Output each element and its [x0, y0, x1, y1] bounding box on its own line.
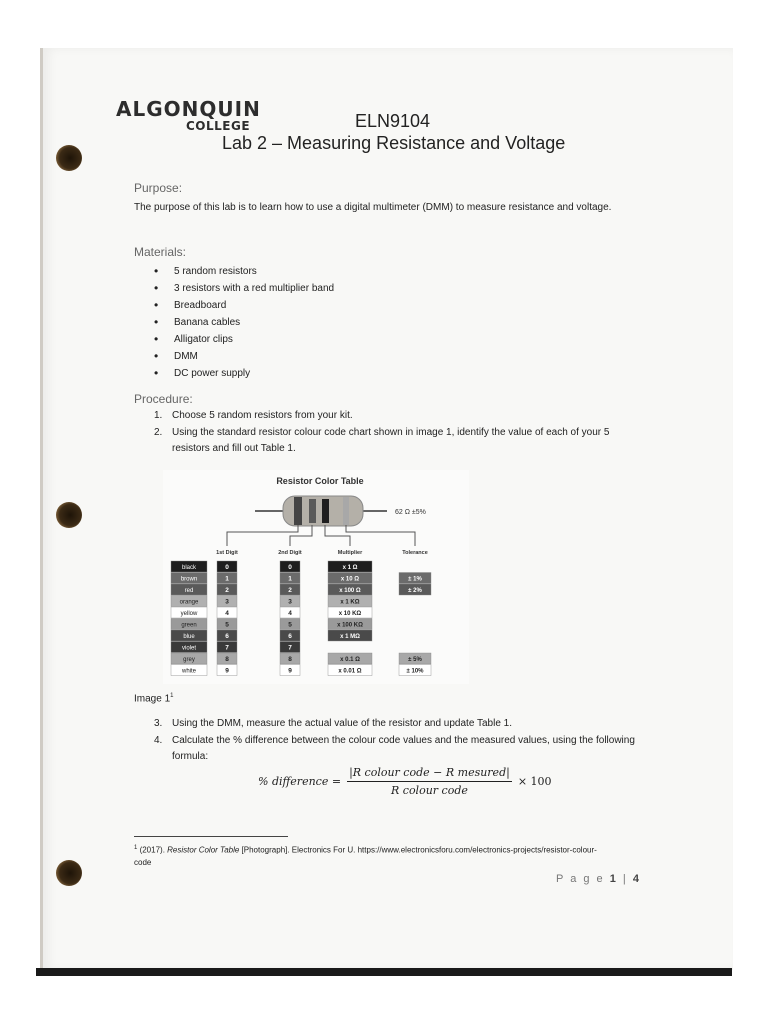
list-item: • 5 random resistors: [154, 263, 334, 280]
lab-title: Lab 2 – Measuring Resistance and Voltage: [222, 133, 566, 153]
procedure-step: 1. Choose 5 random resistors from your kit.: [154, 410, 353, 421]
color-name: white: [181, 668, 197, 675]
tolerance-label: ± 5%: [408, 657, 422, 663]
color-name: brown: [180, 576, 198, 583]
list-item: • DC power supply: [154, 365, 334, 382]
digit1-label: 0: [225, 564, 229, 571]
digit2-label: 5: [288, 621, 292, 629]
materials-list: [154, 263, 334, 382]
digit1-label: 9: [225, 667, 229, 675]
list-item: • DMM: [154, 348, 334, 365]
course-code: ELN9104: [355, 111, 431, 131]
digit2-label: 4: [288, 610, 292, 617]
color-name: grey: [183, 657, 195, 663]
procedure-step: 3. Using the DMM, measure the actual value of the resistor and update Table 1.: [154, 718, 513, 729]
digit2-label: 3: [288, 598, 292, 606]
list-item: • Breadboard: [154, 297, 334, 314]
column-header: Tolerance: [402, 550, 428, 556]
purpose-text: The purpose of this lab is to learn how to use a digital multimeter (DMM) to measure resistance and voltage.: [134, 202, 612, 213]
color-name: violet: [181, 645, 197, 652]
digit1-label: 1: [225, 575, 229, 583]
procedure-steps-b: [154, 716, 644, 766]
digit2-label: 7: [288, 644, 292, 652]
punch-hole: [56, 145, 82, 171]
band-1: [294, 497, 302, 525]
color-name: green: [181, 622, 197, 629]
digit1-label: 8: [225, 656, 229, 663]
digit2-label: 2: [288, 587, 292, 594]
digit2-label: 6: [288, 633, 292, 640]
procedure-heading: Procedure:: [134, 392, 193, 406]
formula-denominator: R colour code: [391, 784, 468, 797]
digit2-label: 1: [288, 575, 292, 583]
figure-caption: Image $1^1$: [134, 693, 174, 705]
procedure-steps-a: [154, 408, 644, 458]
example-value-label: 62 Ω ±5%: [395, 509, 426, 516]
tolerance-label: ± 10%: [406, 668, 424, 675]
digit1-label: 4: [225, 610, 229, 617]
digit2-label: 8: [288, 656, 292, 663]
footnote-divider: [134, 836, 288, 837]
list-item: • Alligator clips: [154, 331, 334, 348]
materials-heading: Materials:: [134, 245, 187, 259]
column-header: 1st Digit: [216, 550, 238, 556]
footnote: $^1$ (2017). Resistor Color Table [Photograph]. Electronics For U. https://www.electronicsforu.com/electronics-projects/resistor-colour-code: [134, 845, 597, 867]
multiplier-label: x 100 KΩ: [337, 622, 363, 629]
band-3: [322, 499, 329, 523]
column-header: 2nd Digit: [278, 550, 302, 556]
resistor-color-chart: [163, 470, 469, 684]
chart-title: Resistor Color Table: [276, 476, 364, 486]
multiplier-label: x 0.1 Ω: [340, 657, 360, 663]
tolerance-label: ± 2%: [408, 588, 422, 594]
multiplier-label: x 1 Ω: [342, 565, 358, 571]
color-name: black: [181, 565, 197, 571]
digit2-label: 9: [288, 667, 292, 675]
procedure-step: 4. Calculate the % difference between the colour code values and the measured values, using the following formula:: [154, 735, 635, 762]
multiplier-label: x 1 KΩ: [340, 599, 360, 606]
column-header: Multiplier: [337, 550, 363, 556]
digit1-label: 2: [225, 587, 229, 594]
multiplier-label: x 0.01 Ω: [338, 668, 362, 675]
digit1-label: 5: [225, 621, 229, 629]
scan-edge: [36, 968, 732, 976]
tolerance-label: ± 1%: [408, 576, 422, 583]
percent-difference-formula: % difference = $\frac{\text{|R colour code − R mesured|}}{\text{R colour code}}$ × 100: [258, 766, 552, 797]
color-name: yellow: [180, 611, 198, 617]
list-item: • Banana cables: [154, 314, 334, 331]
multiplier-label: x 1 MΩ: [340, 634, 360, 640]
resistor-drawing: [227, 496, 426, 546]
formula-fraction: [347, 766, 512, 797]
digit1-label: 7: [225, 644, 229, 652]
procedure-step: 2. Using the standard resistor colour code chart shown in image 1, identify the value of each of your 5 resistors and fill out Table 1.: [154, 427, 610, 454]
list-item: • 3 resistors with a red multiplier band: [154, 280, 334, 297]
digit2-label: 0: [288, 564, 292, 571]
digit1-label: 6: [225, 633, 229, 640]
multiplier-label: x 100 Ω: [339, 588, 361, 594]
page-number: P a g e 1 | 4: [556, 873, 641, 885]
digit1-label: 3: [225, 598, 229, 606]
punch-hole: [56, 860, 82, 886]
color-name: orange: [179, 599, 199, 606]
punch-hole: [56, 502, 82, 528]
color-name: red: [184, 588, 194, 594]
band-4: [343, 497, 349, 525]
college-logo: ALGONQUIN COLLEGE: [116, 97, 261, 133]
formula-numerator: |R colour code − R mesured|: [347, 766, 512, 782]
band-2: [309, 499, 316, 523]
purpose-heading: Purpose:: [134, 181, 183, 195]
multiplier-label: x 10 KΩ: [338, 611, 362, 617]
color-name: blue: [183, 634, 195, 640]
multiplier-label: x 10 Ω: [340, 576, 360, 583]
